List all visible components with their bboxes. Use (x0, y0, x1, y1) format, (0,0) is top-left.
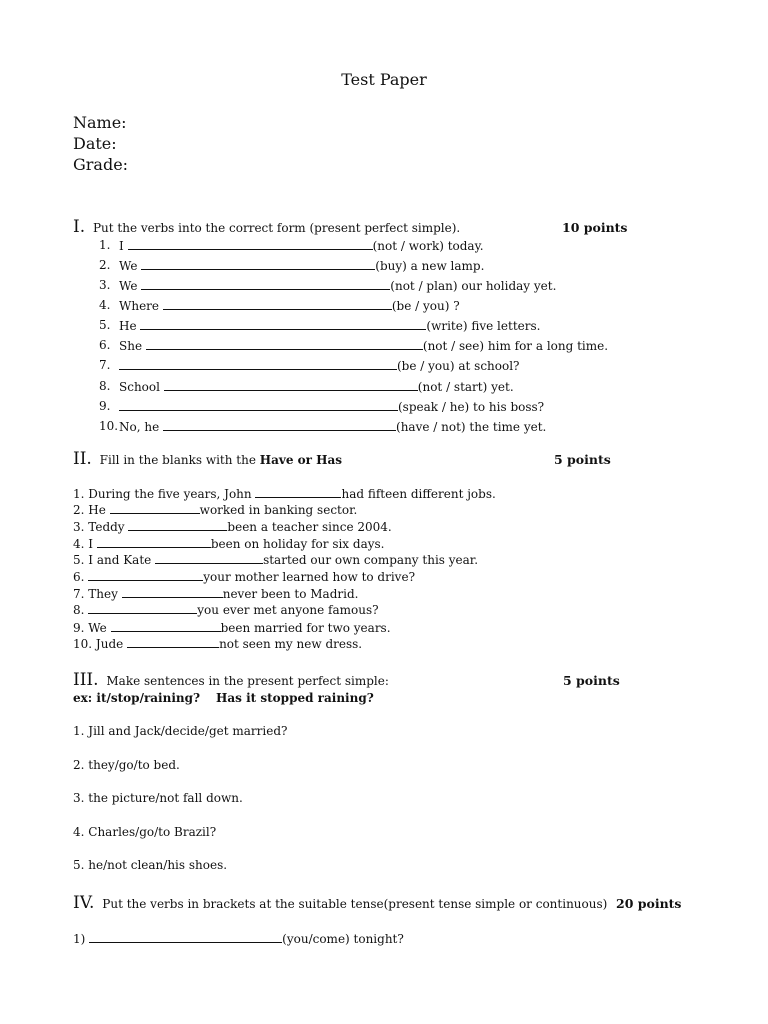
section-1-heading (73, 217, 460, 237)
s1-item-num: 4. (99, 298, 111, 312)
s2-item-pre: 8. (73, 603, 85, 617)
page-title: Test Paper (341, 70, 427, 89)
s2-item-post: not seen my new dress. (219, 637, 363, 651)
s4-item-pre: 1) (73, 932, 86, 946)
s3-item-3: 3. the picture/not fall down. (73, 791, 243, 805)
answer-blank[interactable] (155, 552, 263, 564)
s3-item-1: 1. Jill and Jack/decide/get married? (73, 724, 288, 738)
s2-item-pre: 2. He (73, 503, 106, 517)
s2-item-8 (73, 602, 379, 617)
s3-item-4: 4. Charles/go/to Brazil? (73, 825, 217, 839)
s2-item-post: never been to Madrid. (222, 587, 359, 601)
s3-item-2: 2. they/go/to bed. (73, 758, 180, 772)
answer-blank[interactable] (88, 602, 197, 614)
s1-item-2 (119, 258, 484, 273)
s2-item-pre: 1. During the five years, John (73, 487, 252, 501)
s2-item-post: your mother learned how to drive? (203, 570, 415, 584)
s2-item-pre: 5. I and Kate (73, 553, 152, 567)
s1-item-num: 9. (99, 399, 111, 413)
answer-blank[interactable] (88, 569, 203, 581)
s1-item-pre: He (119, 319, 137, 333)
s1-item-pre: Where (119, 299, 160, 313)
section-3-instruction: Make sentences in the present perfect simple: (106, 674, 389, 688)
s1-item-pre: We (119, 259, 138, 273)
s1-item-pre: I (119, 239, 124, 253)
answer-blank[interactable] (119, 358, 397, 370)
s2-item-post: been a teacher since 2004. (227, 520, 392, 534)
s2-item-2 (73, 502, 357, 517)
s1-item-8 (119, 379, 514, 394)
answer-blank[interactable] (140, 318, 426, 330)
s1-item-5 (119, 318, 540, 333)
answer-blank[interactable] (128, 519, 227, 531)
s1-item-num: 8. (99, 379, 111, 393)
section-3-roman: III. (73, 670, 99, 690)
section-3-points: 5 points (563, 673, 620, 688)
s1-item-4 (119, 298, 460, 313)
section-3-heading (73, 670, 389, 690)
s1-item-pre: We (119, 279, 138, 293)
answer-blank[interactable] (122, 586, 223, 598)
s1-item-pre: School (119, 380, 160, 394)
s2-item-10 (73, 636, 362, 651)
s2-item-post: been married for two years. (220, 621, 391, 635)
s2-item-6 (73, 569, 415, 584)
answer-blank[interactable] (128, 238, 373, 250)
section-4-roman: IV. (73, 893, 95, 913)
section-2-instruction: Fill in the blanks with the (99, 453, 256, 467)
s1-item-num: 2. (99, 258, 111, 272)
s1-item-6 (119, 338, 608, 353)
answer-blank[interactable] (163, 419, 396, 431)
s1-item-pre: She (119, 339, 143, 353)
s1-item-num: 7. (99, 358, 111, 372)
section-2-points: 5 points (554, 452, 611, 467)
s2-item-pre: 10. Jude (73, 637, 124, 651)
s1-item-num: 3. (99, 278, 111, 292)
answer-blank[interactable] (163, 298, 392, 310)
s2-item-post: had fifteen different jobs. (341, 487, 496, 501)
s4-item-1 (73, 931, 404, 946)
answer-blank[interactable] (164, 379, 418, 391)
s1-item-pre: No, he (119, 420, 160, 434)
section-4-points: 20 points (616, 896, 682, 911)
date-field-label: Date: (73, 134, 117, 153)
answer-blank[interactable] (141, 258, 375, 270)
s1-item-3 (119, 278, 556, 293)
section-4-instruction: Put the verbs in brackets at the suitable tense(present tense simple or continuous) (102, 897, 608, 911)
example-answer: Has it stopped raining? (216, 691, 374, 705)
answer-blank[interactable] (111, 620, 221, 632)
answer-blank[interactable] (97, 536, 211, 548)
s1-item-1 (119, 238, 484, 253)
s2-item-4 (73, 536, 384, 551)
s1-item-post: (not / see) him for a long time. (422, 339, 609, 353)
s2-item-5 (73, 552, 478, 567)
s2-item-post: worked in banking sector. (199, 503, 358, 517)
answer-blank[interactable] (110, 502, 200, 514)
s2-item-pre: 3. Teddy (73, 520, 125, 534)
answer-blank[interactable] (255, 486, 341, 498)
s1-item-num: 10. (99, 419, 119, 433)
s2-item-post: been on holiday for six days. (210, 537, 385, 551)
section-2-instruction-bold: Have or Has (259, 453, 343, 467)
s1-item-post: (not / plan) our holiday yet. (390, 279, 557, 293)
s2-item-pre: 4. I (73, 537, 94, 551)
s1-item-post: (write) five letters. (426, 319, 541, 333)
s2-item-1 (73, 486, 496, 501)
s1-item-post: (not / work) today. (372, 239, 484, 253)
answer-blank[interactable] (146, 338, 423, 350)
s1-item-9 (119, 399, 544, 414)
answer-blank[interactable] (141, 278, 390, 290)
s2-item-post: you ever met anyone famous? (197, 603, 379, 617)
s2-item-3 (73, 519, 392, 534)
s1-item-post: (not / start) yet. (417, 380, 514, 394)
s1-item-post: (be / you) ? (391, 299, 460, 313)
s2-item-7 (73, 586, 358, 601)
s1-item-num: 6. (99, 338, 111, 352)
s1-item-post: (have / not) the time yet. (396, 420, 547, 434)
s1-item-10 (119, 419, 546, 434)
s3-item-5: 5. he/not clean/his shoes. (73, 858, 228, 872)
s1-item-7 (119, 358, 519, 373)
s1-item-post: (be / you) at school? (397, 359, 520, 373)
s2-item-pre: 6. (73, 570, 85, 584)
name-field-label: Name: (73, 113, 127, 132)
section-2-heading (73, 449, 342, 469)
answer-blank[interactable] (119, 399, 398, 411)
section-1-points: 10 points (562, 220, 628, 235)
grade-field-label: Grade: (73, 155, 129, 174)
section-4-heading (73, 893, 607, 913)
s1-item-post: (speak / he) to his boss? (398, 400, 545, 414)
s2-item-pre: 7. They (73, 587, 118, 601)
section-1-roman: I. (73, 217, 86, 237)
s2-item-post: started our own company this year. (263, 553, 479, 567)
section-1-instruction: Put the verbs into the correct form (present perfect simple). (92, 221, 461, 235)
s1-item-post: (buy) a new lamp. (375, 259, 485, 273)
example-question: ex: it/stop/raining? (73, 691, 201, 705)
answer-blank[interactable] (89, 931, 282, 943)
section-2-roman: II. (73, 449, 92, 469)
s1-item-num: 5. (99, 318, 111, 332)
s4-item-post: (you/come) tonight? (282, 932, 404, 946)
section-3-example (73, 691, 374, 705)
answer-blank[interactable] (127, 636, 219, 648)
s2-item-pre: 9. We (73, 621, 107, 635)
s1-item-num: 1. (99, 238, 111, 252)
s2-item-9 (73, 620, 391, 635)
